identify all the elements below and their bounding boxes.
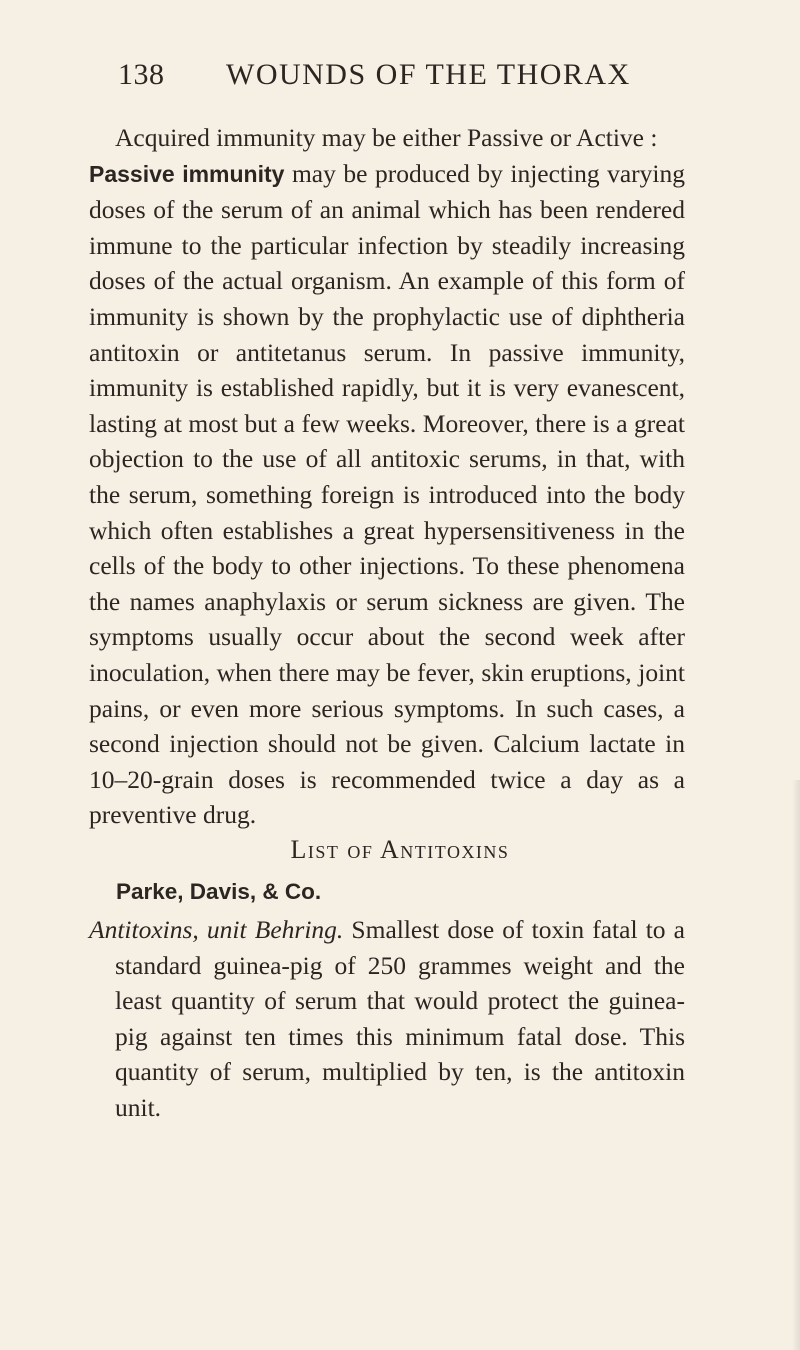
antitoxin-entry-paragraph: [89, 912, 685, 1126]
section-heading: List of Antitoxins: [290, 835, 510, 864]
passive-immunity-heading: Passive immunity: [89, 160, 285, 187]
antitoxin-entry: [89, 912, 685, 1126]
intro-paragraph: Acquired immunity may be either Passive or Active :: [115, 123, 658, 152]
passive-immunity-paragraph: [89, 156, 685, 833]
passive-immunity-text: may be produced by injecting varying doses of the serum of an animal which has been rendered immune to the particular infection by steadily increasing doses of the actual organism. An example of this form of immunity is shown by the prophylactic use of diphtheria antitoxin or antitetanus serum. In passive immunity, immunity is established rapidly, but it is very evanescent, lasting at most but a few weeks. Moreover, there is a great objection to the use of all antitoxic serums, in that, with the serum, something foreign is introduced into the body which often establishes a great hypersensitiveness in the cells of the body to other injections. To these phenomena the names anaphylaxis or serum sickness are given. The symptoms usually occur about the second week after inoculation, when there may be fever, skin eruptions, joint pains, or even more serious symptoms. In such cases, a second injection should not be given. Calcium lactate in 10–20-grain doses is recommended twice a day as a preventive drug.: [89, 158, 686, 830]
antitoxin-entry-term: Antitoxins, unit Behring.: [89, 915, 344, 944]
main-text: [89, 120, 685, 833]
running-title: WOUNDS OF THE THORAX: [226, 58, 631, 91]
company-name: Parke, Davis, & Co.: [116, 879, 322, 904]
page-header: [118, 58, 678, 102]
page-edge-shadow: [792, 780, 800, 1350]
antitoxin-entry-text: Smallest dose of toxin fatal to a standard guinea-pig of 250 grammes weight and the least quantity of serum that would protect the guinea-pig against ten times this minimum fatal dose. This quantity of serum, multiplied by ten, is the antitoxin unit.: [115, 915, 685, 1122]
page-number: 138: [118, 58, 165, 91]
